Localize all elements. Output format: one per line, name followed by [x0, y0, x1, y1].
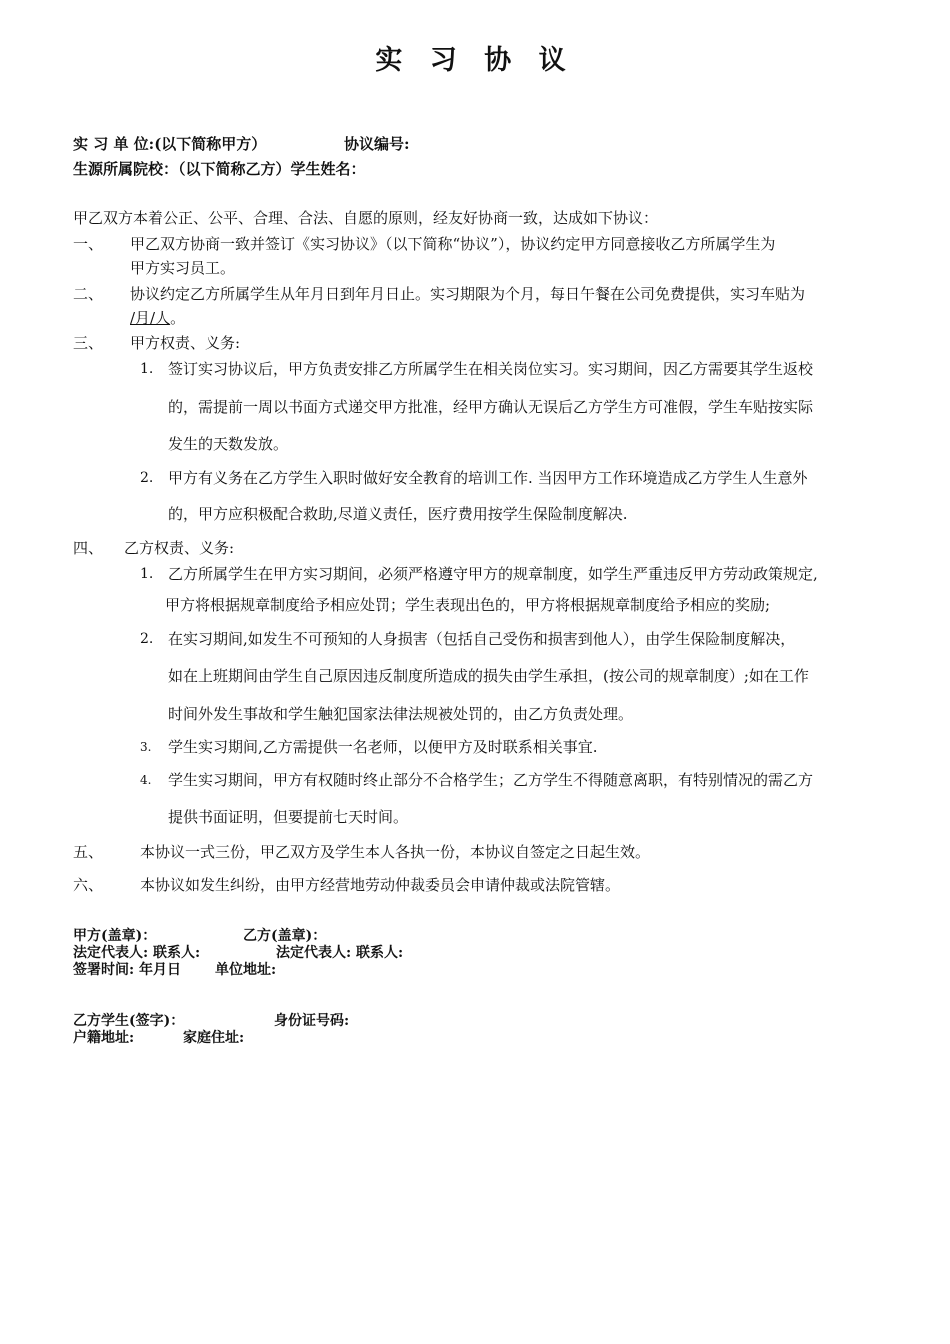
party-a-seal-label: 甲方(盖章)：	[73, 928, 157, 944]
item-4-3-number: 3.	[140, 740, 152, 754]
item-4-2-line-2: 如在上班期间由学生自己原因违反制度所造成的损失由学生承担，(按公司的规章制度）;如在工作	[168, 667, 809, 685]
party-b-seal-label: 乙方(盖章)：	[243, 928, 327, 944]
document-title: 实 习 协 议	[375, 45, 575, 76]
section-2-line-2: /月/人。	[130, 309, 186, 327]
section-6-number: 六、	[73, 876, 104, 894]
section-4-number: 四、	[73, 539, 104, 557]
student-signature-label: 乙方学生(签字)：	[73, 1013, 185, 1029]
item-4-4-number: 4.	[140, 773, 152, 787]
agreement-number-label: 协议编号:	[344, 135, 410, 153]
section-4-heading: 乙方权责、义务:	[124, 539, 235, 557]
item-3-1-line-2: 的，需提前一周以书面方式递交甲方批准，经甲方确认无误后乙方学生方可准假，学生车贴按实际	[168, 398, 814, 416]
item-3-1-number: 1.	[140, 361, 154, 377]
party-a-legal-rep-label: 法定代表人: 联系人:	[73, 945, 201, 961]
item-3-2-line-1: 甲方有义务在乙方学生入职时做好安全教育的培训工作. 当因甲方工作环境造成乙方学生人生意外	[168, 469, 808, 487]
item-3-2-number: 2.	[140, 470, 154, 486]
section-2-number: 二、	[73, 285, 104, 303]
section-5-text: 本协议一式三份，甲乙双方及学生本人各执一份，本协议自签定之日起生效。	[140, 843, 651, 861]
item-4-2-number: 2.	[140, 631, 154, 647]
unit-address-label: 单位地址:	[215, 962, 277, 978]
home-address-label: 家庭住址:	[183, 1030, 245, 1046]
intro-paragraph: 甲乙双方本着公正、公平、合理、合法、自愿的原则，经友好协商一致，达成如下协议：	[73, 209, 659, 227]
section-5-number: 五、	[73, 843, 104, 861]
item-4-4-line-2: 提供书面证明，但要提前七天时间。	[168, 808, 409, 826]
item-3-2-line-2: 的，甲方应积极配合救助,尽道义责任，医疗费用按学生保险制度解决.	[168, 505, 628, 523]
school-student-label: 生源所属院校：（以下简称乙方）学生姓名：	[73, 160, 366, 178]
household-address-label: 户籍地址:	[73, 1030, 135, 1046]
item-4-1-number: 1.	[140, 566, 154, 582]
section-1-number: 一、	[73, 235, 104, 253]
section-2-line-1: 协议约定乙方所属学生从年月日到年月日止。实习期限为个月，每日午餐在公司免费提供，实习车贴为	[130, 285, 806, 303]
item-4-1-line-1: 乙方所属学生在甲方实习期间，必须严格遵守甲方的规章制度，如学生严重违反甲方劳动政策规定,	[168, 565, 818, 583]
item-4-3-line-1: 学生实习期间,乙方需提供一名老师，以便甲方及时联系相关事宜.	[168, 738, 598, 756]
id-number-label: 身份证号码:	[274, 1013, 350, 1029]
party-b-legal-rep-label: 法定代表人: 联系人:	[276, 945, 404, 961]
item-4-2-line-3: 时间外发生事故和学生触犯国家法律法规被处罚的，由乙方负责处理。	[168, 705, 634, 723]
item-3-1-line-1: 签订实习协议后，甲方负责安排乙方所属学生在相关岗位实习。实习期间，因乙方需要其学生返校	[168, 360, 814, 378]
item-4-2-line-1: 在实习期间,如发生不可预知的人身损害（包括自己受伤和损害到他人），由学生保险制度解决，	[168, 630, 796, 648]
subsidy-unit: /月/人	[130, 309, 171, 327]
section-1-line-2: 甲方实习员工。	[130, 259, 236, 277]
section-6-text: 本协议如发生纠纷，由甲方经营地劳动仲裁委员会申请仲裁或法院管辖。	[140, 876, 621, 894]
item-4-1-line-2: 甲方将根据规章制度给予相应处罚；学生表现出色的，甲方将根据规章制度给予相应的奖励;	[165, 596, 771, 614]
sign-date-label: 签署时间: 年月日	[73, 962, 182, 978]
section-3-heading: 甲方权责、义务:	[130, 334, 241, 352]
intern-unit-label: 实 习 单 位:(以下简称甲方）	[73, 135, 267, 153]
item-3-1-line-3: 发生的天数发放。	[168, 435, 289, 453]
item-4-4-line-1: 学生实习期间，甲方有权随时终止部分不合格学生；乙方学生不得随意离职，有特别情况的需乙方	[168, 771, 814, 789]
section-3-number: 三、	[73, 334, 104, 352]
section-1-line-1: 甲乙双方协商一致并签订《实习协议》（以下简称“协议”），协议约定甲方同意接收乙方所属学生为	[130, 235, 776, 253]
